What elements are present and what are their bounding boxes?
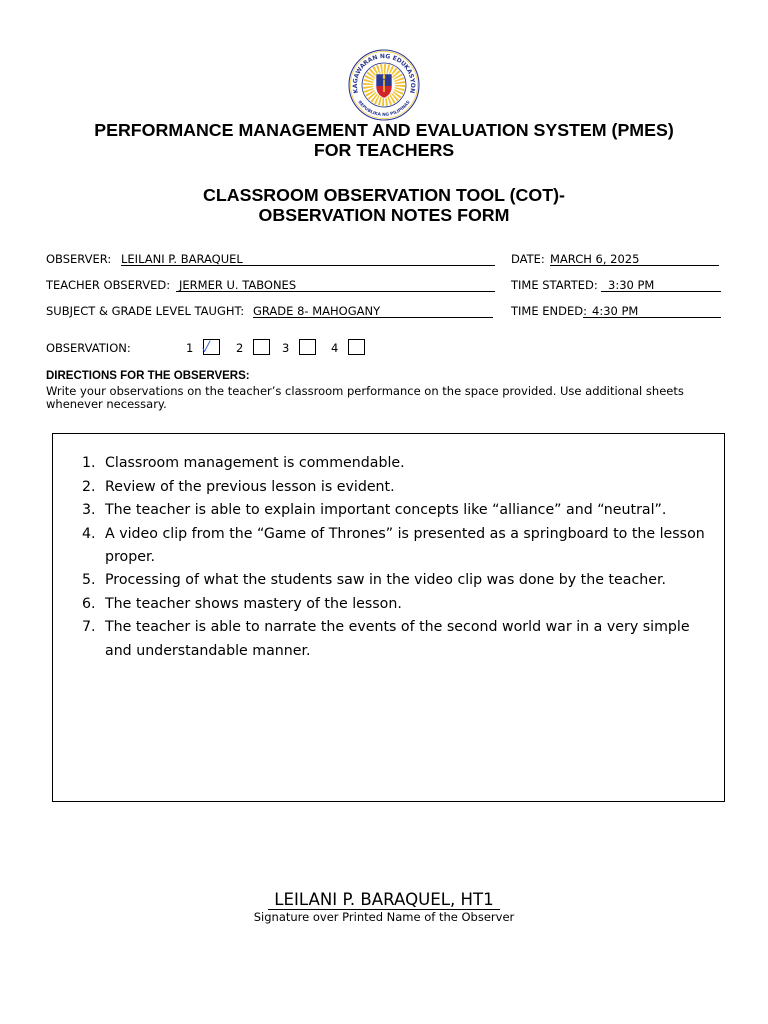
time-ended-label: TIME ENDED: — [511, 304, 587, 318]
observation-option-4-checkbox — [348, 339, 365, 355]
observation-option-2-label: 2 — [236, 341, 244, 355]
note-text: The teacher shows mastery of the lesson. — [105, 595, 402, 612]
note-item — [53, 616, 705, 663]
note-item — [53, 569, 705, 592]
observation-label: OBSERVATION: — [46, 341, 131, 355]
observation-option-3-checkbox — [299, 339, 316, 355]
note-number: 3. — [82, 502, 96, 519]
subject-grade-value: GRADE 8- MAHOGANY — [253, 305, 493, 318]
form-subtitle-line2: OBSERVATION NOTES FORM — [258, 205, 510, 225]
note-text-continued: proper. — [105, 548, 155, 565]
form-title-line2: FOR TEACHERS — [313, 140, 455, 160]
observer-value: LEILANI P. BARAQUEL — [121, 253, 495, 266]
observation-notes-box — [52, 433, 725, 802]
note-text: A video clip from the “Game of Thrones” is presented as a springboard to the lesson — [105, 525, 705, 542]
note-number: 6. — [82, 595, 96, 612]
observation-option-1-checkbox — [203, 339, 220, 355]
note-text: The teacher is able to narrate the events of the second world war in a very simple — [105, 619, 690, 636]
form-subtitle-line1: CLASSROOM OBSERVATION TOOL (COT)- — [203, 185, 565, 205]
observation-option-2-checkbox — [253, 339, 270, 355]
note-item — [53, 523, 705, 570]
directions-heading: DIRECTIONS FOR THE OBSERVERS: — [46, 370, 250, 382]
date-label: DATE: — [511, 252, 545, 266]
note-number: 7. — [82, 619, 96, 636]
note-number: 5. — [82, 572, 96, 589]
note-number: 2. — [82, 478, 96, 495]
note-text: Classroom management is commendable. — [105, 455, 405, 472]
seal-top-lettering: KAGAWARAN NG EDUKASYON — [351, 52, 417, 94]
subject-grade-label: SUBJECT & GRADE LEVEL TAUGHT: — [46, 304, 245, 318]
teacher-observed-value: JERMER U. TABONES — [176, 279, 495, 292]
observer-printed-name: LEILANI P. BARAQUEL, HT1 — [274, 890, 494, 909]
observation-option-1-label: 1 — [186, 341, 194, 355]
time-started-label: TIME STARTED: — [511, 278, 598, 292]
signature-caption: Signature over Printed Name of the Observer — [253, 910, 515, 924]
check-mark-icon — [203, 339, 220, 355]
note-item — [53, 452, 705, 475]
observer-label: OBSERVER: — [46, 252, 112, 266]
date-value: MARCH 6, 2025 — [550, 253, 719, 266]
note-number: 4. — [82, 525, 96, 542]
note-text: The teacher is able to explain important concepts like “alliance” and “neutral”. — [105, 502, 667, 519]
seal-bottom-lettering: REPUBLIKA NG PILIPINAS — [356, 100, 412, 118]
observation-notes-list — [53, 452, 705, 663]
teacher-observed-label: TEACHER OBSERVED: — [46, 278, 171, 292]
deped-seal-logo — [348, 49, 420, 121]
note-number: 1. — [82, 455, 96, 472]
observation-option-3-label: 3 — [282, 341, 290, 355]
time-started-value: 3:30 PM — [601, 279, 721, 292]
directions-text: Write your observations on the teacher’s classroom performance on the space provided. Use additional sheets whenever necessary. — [46, 384, 684, 411]
observation-option-4-label: 4 — [331, 341, 339, 355]
note-text: Review of the previous lesson is evident. — [105, 478, 395, 495]
note-text-continued: and understandable manner. — [105, 642, 311, 659]
note-item — [53, 476, 705, 499]
form-title-line1: PERFORMANCE MANAGEMENT AND EVALUATION SYSTEM (PMES) — [94, 120, 674, 140]
note-item — [53, 593, 705, 616]
time-ended-value: 4:30 PM — [583, 305, 721, 318]
seal-torch-handle — [383, 80, 385, 92]
note-item — [53, 499, 705, 522]
note-text: Processing of what the students saw in the video clip was done by the teacher. — [105, 572, 667, 589]
